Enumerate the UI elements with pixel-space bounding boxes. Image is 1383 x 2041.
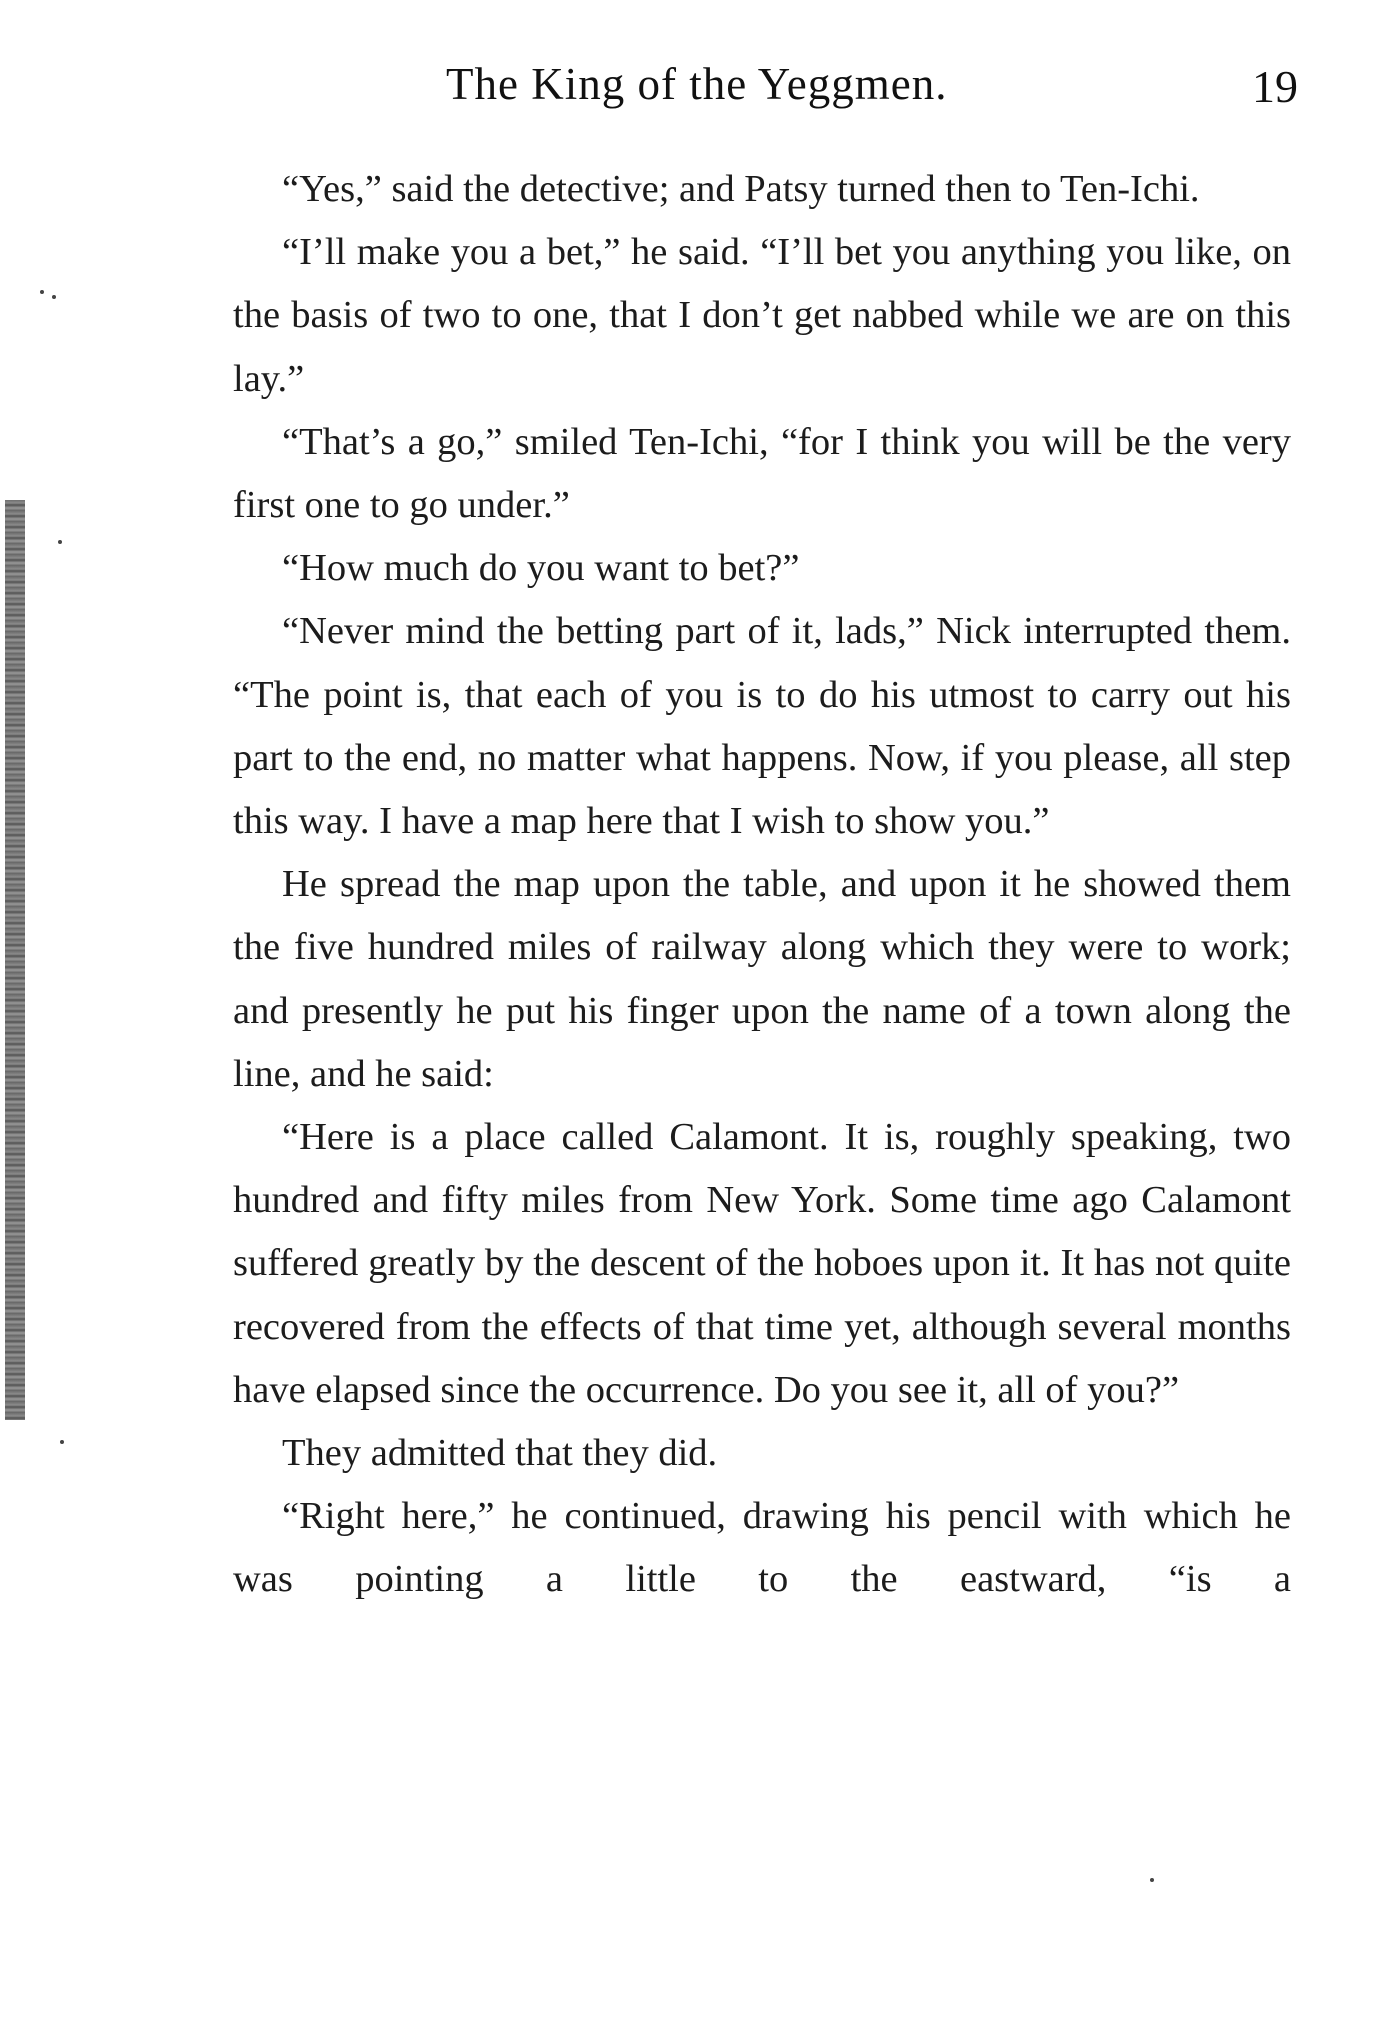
paragraph: “I’ll make you a bet,” he said. “I’ll bet you anything you like, on the basis of two to one, that I don’t get nabbed while we are on this lay.” (233, 231, 1291, 400)
paragraph: He spread the map upon the table, and upon it he showed them the five hundred miles of railway along which they were to work; and presently he put his finger upon the name of a town along the line, and he said: (233, 863, 1291, 1095)
page-number: 19 (1252, 61, 1298, 112)
running-title: The King of the Yeggmen. (446, 59, 948, 109)
page-speck (58, 540, 62, 544)
paragraph: “Yes,” said the detective; and Patsy turned then to Ten-Ichi. (282, 168, 1200, 210)
paragraph: “That’s a go,” smiled Ten-Ichi, “for I think you will be the very first one to go under.” (233, 420, 1291, 527)
paragraph: “Here is a place called Calamont. It is, roughly speaking, two hundred and fifty miles from New York. Some time ago Calamont suffered greatly by the descent of the hoboes upon it. It has not quite recovered from the effects of that time yet, although several months have elapsed since the occurrence. Do you see it, all of you?” (233, 1116, 1291, 1411)
page-speck (40, 290, 44, 294)
body-text (233, 158, 1291, 1612)
paragraph: “Never mind the betting part of it, lads,” Nick interrupted them. “The point is, that each of you is to do his utmost to carry out his part to the end, no matter what happens. Now, if you please, all step this way. I have a map here that I wish to show you.” (233, 610, 1291, 843)
page-speck (1150, 1878, 1154, 1882)
page-speck (60, 1440, 64, 1444)
page-speck (52, 295, 56, 299)
paragraph: “How much do you want to bet?” (282, 547, 800, 590)
binding-shadow (5, 500, 25, 1420)
paragraph: They admitted that they did. (282, 1432, 718, 1475)
paragraph: “Right here,” he continued, drawing his pencil with which he was pointing a little to the eastward, “is a (233, 1495, 1291, 1601)
